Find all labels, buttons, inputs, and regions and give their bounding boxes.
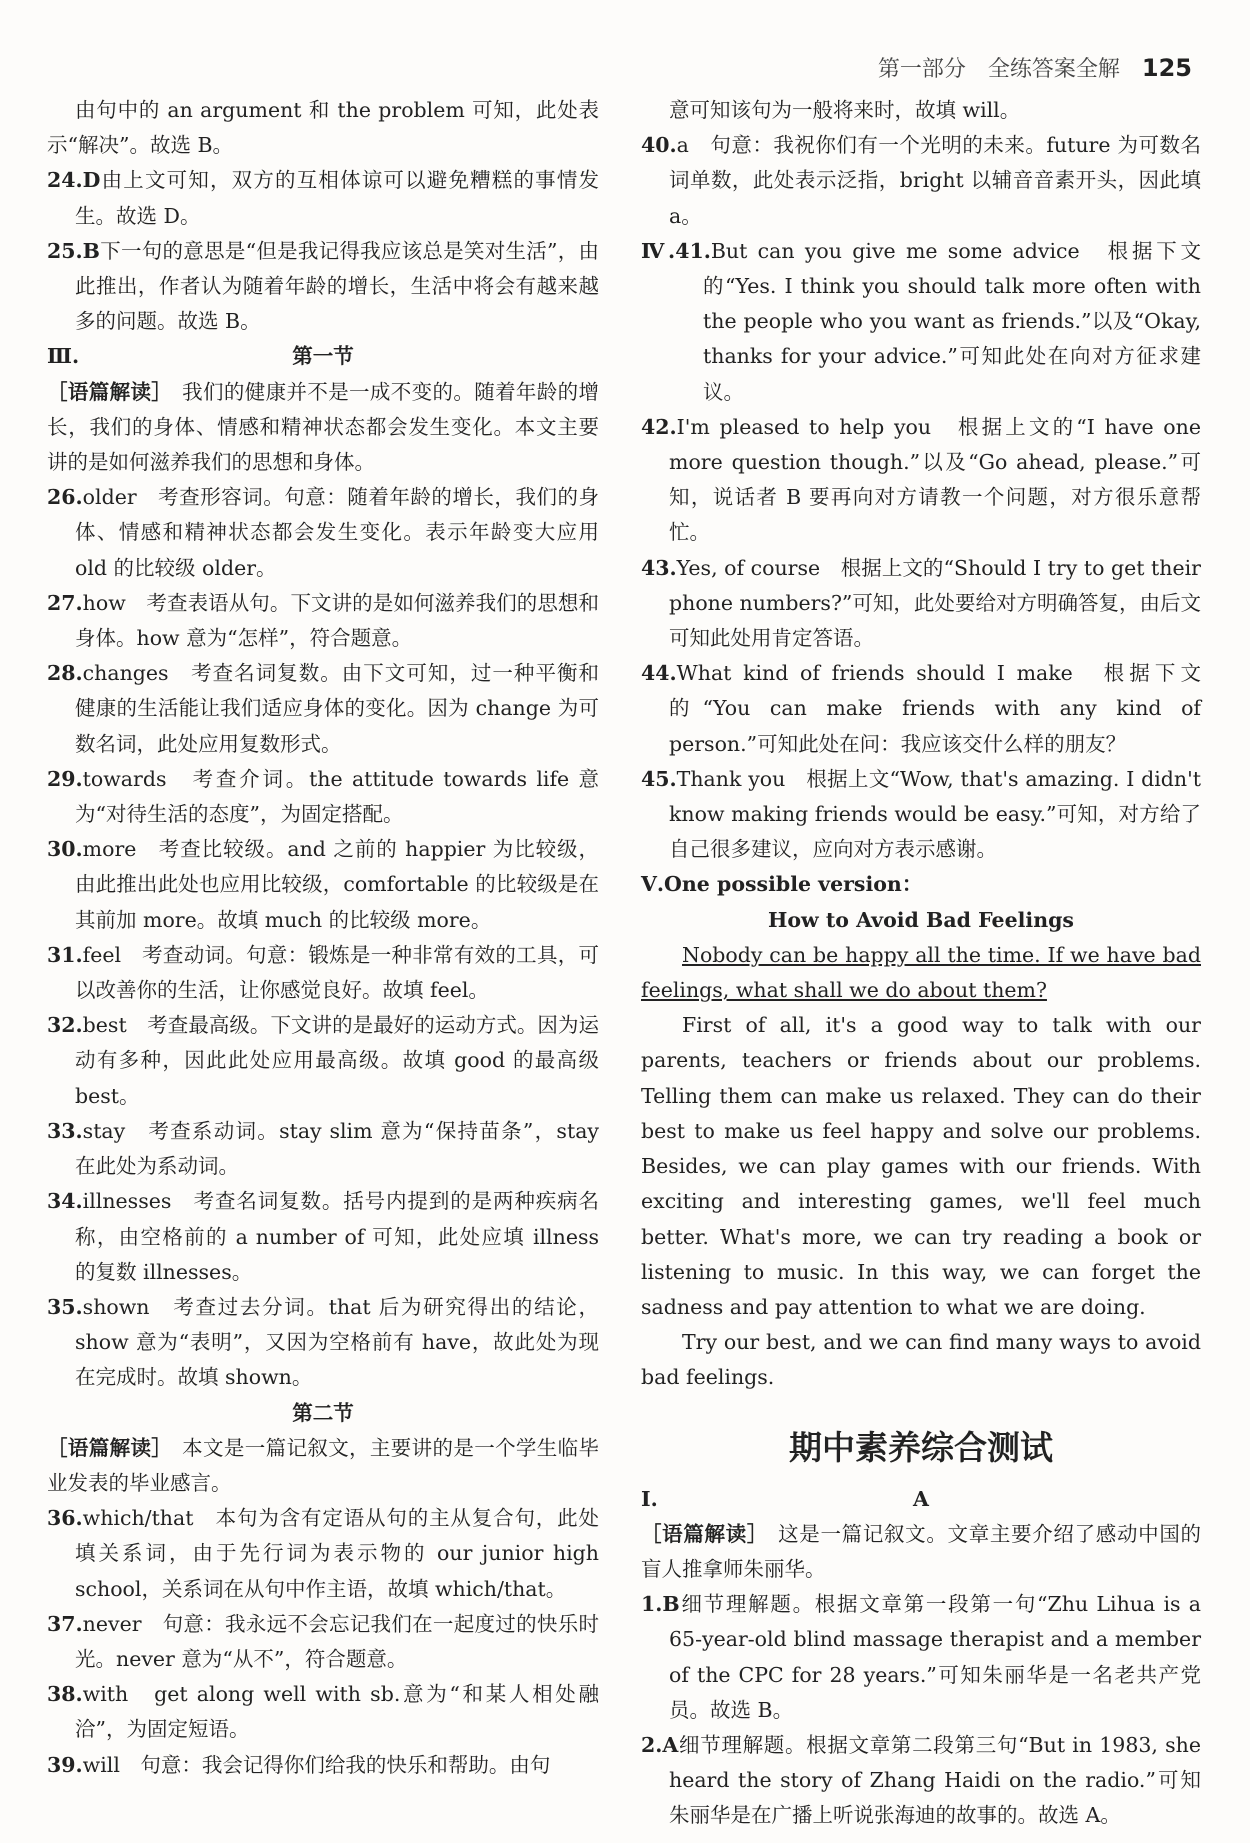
answer-text: shown 考查过去分词。that 后为研究得出的结论，show 意为“表明”，又因为空格前有 have，故此处为现在完成时。故填 shown。: [75, 1294, 599, 1390]
page-header: [878, 52, 1192, 83]
answer-text: stay 考查系动词。stay slim 意为“保持苗条”，stay 在此处为系动词。: [75, 1118, 599, 1179]
answer-number: 29.: [47, 766, 83, 791]
header-section: 第一部分: [877, 57, 966, 82]
answer-text: 细节理解题。根据文章第一段第一句“Zhu Lihua is a 65-year-old blind massage therapist and a member of the CPC for 28 years.”可知朱丽华是一名老共产党员。故选 B。: [669, 1592, 1201, 1722]
answer-text: Yes, of course 根据上文的“Should I try to get their phone numbers?”可知，此处要给对方明确答复，由后文可知此处用肯定答语。: [669, 555, 1201, 651]
answer-item: [47, 656, 599, 762]
answer-number: 45.: [641, 766, 677, 791]
section-title: 第二节: [292, 1400, 354, 1425]
answer-number: 33.: [47, 1118, 83, 1143]
answer-item: [47, 1290, 599, 1396]
section-roman: Ⅰ.: [641, 1486, 658, 1511]
section-title: A: [913, 1486, 929, 1511]
answer-text: 细节理解题。根据文章第二段第三句“But in 1983, she heard the story of Zhang Haidi on the radio.”可知朱丽华是在广播上听说张海迪的故事的。故选 A。: [669, 1732, 1201, 1828]
answer-item: [47, 586, 599, 656]
answer-text: What kind of friends should I make 根据下文的“You can make friends with any kind of person.”可知此处在问：我应该交什么样的朋友？: [669, 661, 1201, 756]
essay-paragraph: First of all, it's a good way to talk with our parents, teachers or friends about our problems. Telling them can make us relaxed. They can do their best to make us feel happy and solve our problems. Besides, we can play games with our friends. With exciting and interesting games, we'll feel much better. What's more, we can try reading a book or listening to music. In this way, we can forget the sadness and pay attention to what we are doing.: [641, 1013, 1201, 1319]
reading-text: 我们的健康并不是一成不变的。随着年龄的增长，我们的身体、情感和精神状态都会发生变化。本文主要讲的是如何滋养我们的思想和身体。: [47, 379, 600, 475]
answer-list: [47, 1501, 599, 1783]
answer-number: 24.D: [47, 168, 101, 193]
answer-number: 30.: [47, 837, 83, 862]
answer-text: older 考查形容词。句意：随着年龄的增长，我们的身体、情感和精神状态都会发生变化。表示年龄变大应用 old 的比较级 older。: [75, 485, 599, 580]
section-roman: Ⅲ.: [47, 344, 80, 369]
essay-paragraph: Try our best, and we can find many ways to avoid bad feelings.: [641, 1330, 1201, 1390]
header-subtitle: 全练答案全解: [987, 57, 1120, 82]
answer-number: 37.: [47, 1611, 83, 1636]
answer-item: [47, 1114, 599, 1184]
writing-label: One possible version：: [664, 872, 923, 897]
answer-list: [641, 1587, 1201, 1833]
answer-number: 43.: [641, 555, 677, 580]
answer-number: 38.: [47, 1682, 83, 1707]
answer-number: 27.: [47, 590, 83, 615]
answer-text: more 考查比较级。and 之前的 happier 为比较级，由此推出此处也应用比较级，comfortable 的比较级是在其前加 more。故填 much 的比较级 more。: [75, 837, 599, 932]
answer-item: [641, 128, 1201, 234]
answer-text: a 句意：我祝你们有一个光明的未来。future 为可数名词单数，此处表示泛指，bright 以辅音音素开头，因此填 a。: [669, 133, 1201, 228]
answer-number: 28.: [47, 661, 83, 686]
answer-item: [47, 832, 599, 938]
answer-item: [47, 480, 599, 586]
answer-number: 25.B: [47, 238, 100, 263]
answer-text: 由上文可知，双方的互相体谅可以避免糟糕的事情发生。故选 D。: [75, 168, 599, 228]
answer-list: [47, 163, 599, 339]
answer-number: 41.: [675, 238, 711, 263]
answer-text: with get along well with sb.意为“和某人相处融洽”，为固定短语。: [75, 1682, 599, 1742]
answer-number: 26.: [47, 485, 83, 510]
answer-text: I'm pleased to help you 根据上文的“I have one more question though.”以及“Go ahead, please.”可知，说话者 B 要再向对方请教一个问题，对方很乐意帮忙。: [669, 414, 1201, 545]
writing-heading: [641, 867, 1201, 902]
answer-item: [47, 1677, 599, 1747]
reading-text: 本文是一篇记叙文，主要讲的是一个学生临毕业发表的毕业感言。: [47, 1435, 600, 1495]
section-heading: [47, 1396, 599, 1431]
section-heading: [47, 339, 599, 374]
answer-text: never 句意：我永远不会忘记我们在一起度过的快乐时光。never 意为“从不”，符合题意。: [75, 1611, 599, 1671]
answer-item: [47, 762, 599, 832]
answer-text: best 考查最高级。下文讲的是最好的运动方式。因为运动有多种，因此此处应用最高级。故填 good 的最高级 best。: [75, 1013, 599, 1108]
answer-item: [641, 551, 1201, 657]
continued-text: 由句中的 an argument 和 the problem 可知，此处表示“解决”。故选 B。: [47, 98, 599, 158]
answer-item: [47, 1607, 599, 1677]
reading-tag: ［语篇解读］: [47, 379, 173, 404]
answer-number: 44.: [641, 661, 677, 686]
answer-text: changes 考查名词复数。由下文可知，过一种平衡和健康的生活能让我们适应身体的变化。因为 change 为可数名词，此处应用复数形式。: [75, 661, 599, 756]
left-column: [47, 93, 599, 1783]
reading-analysis: [641, 1517, 1201, 1587]
answer-text: how 考查表语从句。下文讲的是如何滋养我们的思想和身体。how 意为“怎样”，符合题意。: [75, 590, 599, 651]
answer-item: [641, 410, 1201, 551]
right-column: [641, 93, 1201, 1834]
essay-paragraph: Nobody can be happy all the time. If we have bad feelings, what shall we do about them?: [641, 942, 1201, 1003]
answer-number: 36.: [47, 1506, 83, 1531]
test-title: 期中素养综合测试: [789, 1427, 1053, 1467]
answer-item: [47, 1501, 599, 1607]
answer-text: will 句意：我会记得你们给我的快乐和帮助。由句: [82, 1752, 551, 1777]
answer-number: 1.B: [641, 1592, 680, 1617]
answer-item: [641, 762, 1201, 868]
answer-list: [641, 234, 1201, 868]
answer-number: 32.: [47, 1013, 83, 1038]
answer-text: which/that 本句为含有定语从句的主从复合句，此处填关系词，由于先行词为表示物的 our junior high school，关系词在从句中作主语，故填 which/that。: [75, 1506, 599, 1601]
answer-number: 31.: [47, 942, 83, 967]
section-heading: [641, 1482, 1201, 1517]
answer-item: [641, 1587, 1201, 1728]
answer-number: 35.: [47, 1294, 83, 1319]
answer-text: towards 考查介词。the attitude towards life 意为“对待生活的态度”，为固定搭配。: [75, 766, 599, 827]
answer-number: 42.: [641, 414, 677, 439]
essay-title: How to Avoid Bad Feelings: [768, 907, 1074, 932]
answer-text: illnesses 考查名词复数。括号内提到的是两种疾病名称，由空格前的 a number of 可知，此处应填 illness 的复数 illnesses。: [75, 1189, 599, 1284]
answer-number: 34.: [47, 1189, 83, 1214]
answer-number: 2.A: [641, 1732, 679, 1757]
answer-item: [47, 938, 599, 1008]
reading-analysis: [47, 375, 599, 481]
answer-number: 39.: [47, 1752, 83, 1777]
section-roman: Ⅴ.: [641, 872, 665, 897]
reading-tag: ［语篇解读］: [641, 1521, 769, 1546]
answer-item: [641, 1728, 1201, 1834]
section-roman: Ⅳ.: [641, 238, 676, 263]
answer-item: [47, 1748, 599, 1783]
answer-text: feel 考查动词。句意：锻炼是一种非常有效的工具，可以改善你的生活，让你感觉良好。故填 feel。: [75, 942, 599, 1003]
answer-text: 下一句的意思是“但是我记得我应该总是笑对生活”，由此推出，作者认为随着年龄的增长，生活中将会有越来越多的问题。故选 B。: [75, 238, 599, 334]
answer-text: But can you give me some advice 根据下文的“Yes. I think you should talk more often with the people who you want as friends.”以及“Okay, thanks for your advice.”可知此处在向对方征求建议。: [703, 238, 1201, 404]
reading-tag: ［语篇解读］: [47, 1435, 173, 1460]
answer-list: [47, 480, 599, 1395]
answer-text: Thank you 根据上文“Wow, that's amazing. I didn't know making friends would be easy.”可知，对方给了自己很多建议，应向对方表示感谢。: [669, 766, 1201, 862]
section-title: 第一节: [292, 344, 354, 369]
answer-item: [47, 1184, 599, 1290]
answer-item: [47, 163, 599, 233]
answer-number: 40.: [641, 133, 677, 158]
continued-text: 意可知该句为一般将来时，故填 will。: [669, 98, 1021, 122]
reading-text: 这是一篇记叙文。文章主要介绍了感动中国的盲人推拿师朱丽华。: [641, 1521, 1202, 1581]
answer-item: [47, 1008, 599, 1114]
page-number: 125: [1141, 54, 1192, 82]
answer-item: [641, 656, 1201, 762]
answer-item: [641, 234, 1201, 410]
reading-analysis: [47, 1431, 599, 1501]
answer-item: [47, 234, 599, 340]
